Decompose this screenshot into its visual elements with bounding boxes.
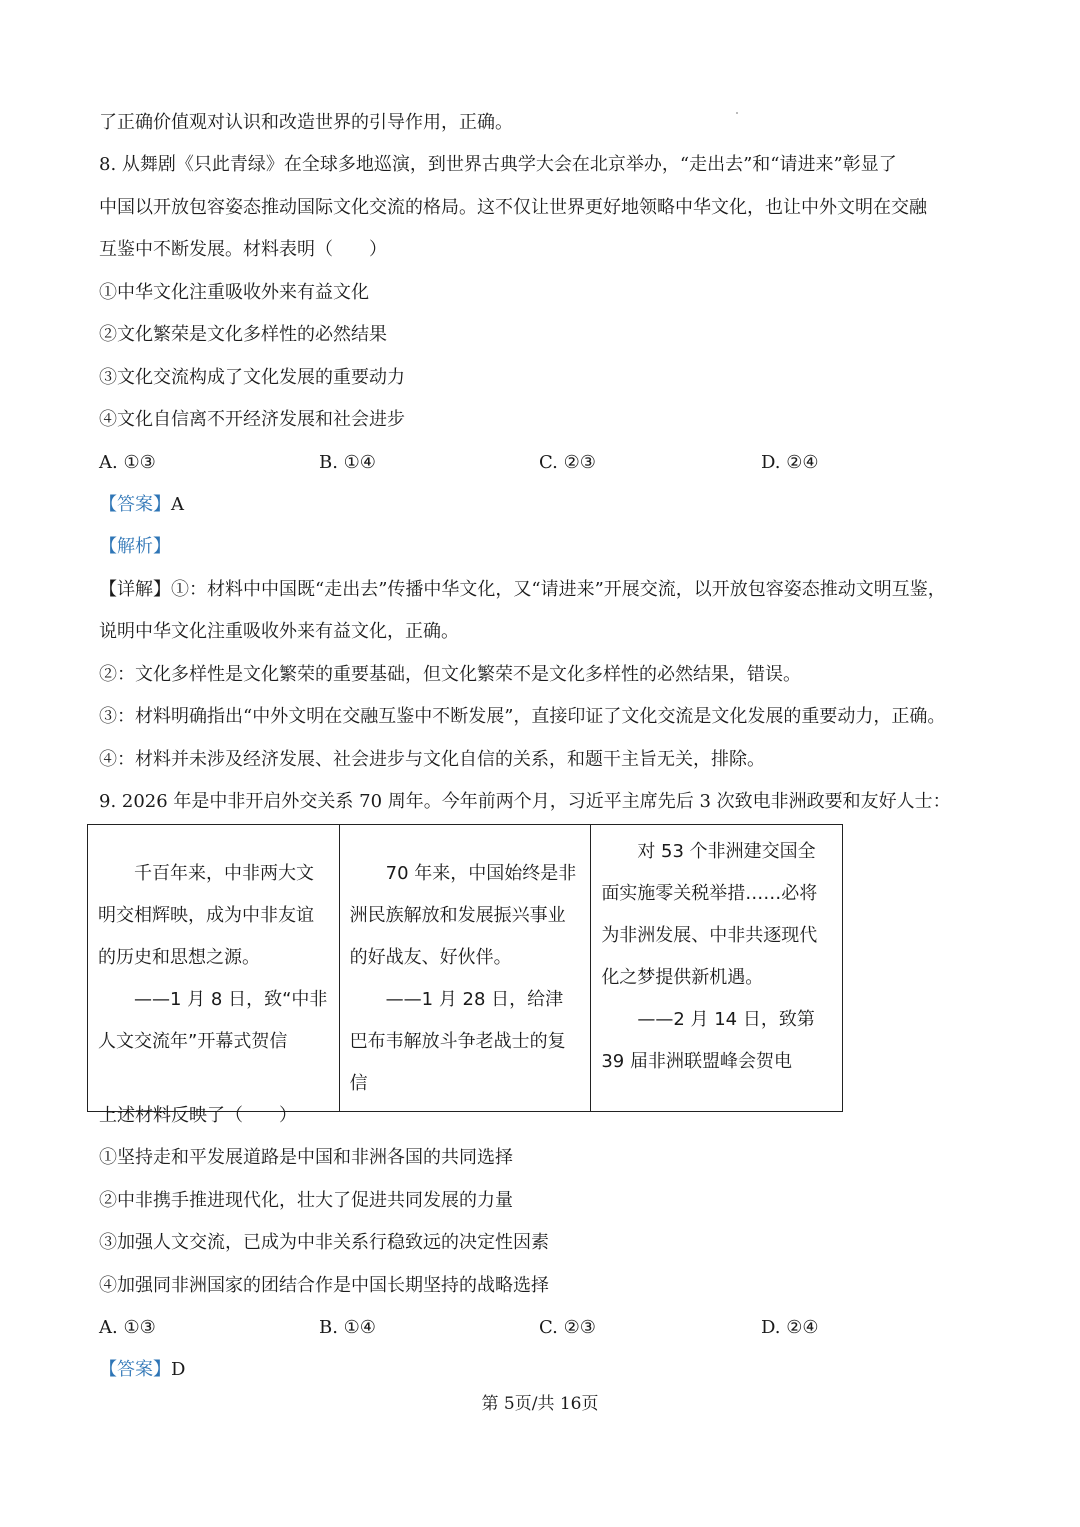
q8-option-c: C. ②③ [539,452,596,473]
material-cell-2-source: ——1 月 28 日，给津巴布韦解放斗争老战士的复信 [349,989,566,1094]
material-cell-2 [339,825,591,1112]
material-cell-3-text: 对 53 个非洲建交国全面实施零关税举措……必将为非洲发展、中非共逐现代化之梦提供新机遇。 [601,841,818,988]
page-footer: 第 5页/共 16页 [481,1394,599,1414]
analysis-label: 【解析】 [99,536,171,557]
q8-item-3: ③文化交流构成了文化发展的重要动力 [99,367,405,388]
q9-option-d: D. ②④ [761,1317,819,1338]
q8-option-a: A. ①③ [99,452,156,473]
material-cell-1 [88,825,340,1112]
q8-stem-3: 互鉴中不断发展。材料表明（ ） [99,239,387,260]
material-table [87,824,843,1112]
q9-question: 上述材料反映了（ ） [99,1105,297,1126]
q9-item-1: ①坚持走和平发展道路是中国和非洲各国的共同选择 [99,1147,513,1168]
q9-stem: 9. 2026 年是中非开启外交关系 70 周年。今年前两个月，习近平主席先后 3 次致电非洲政要和友好人士： [99,791,951,812]
q8-item-4: ④文化自信离不开经济发展和社会进步 [99,409,405,430]
detail-line-2: 说明中华文化注重吸收外来有益文化，正确。 [99,621,459,642]
q8-stem-2: 中国以开放包容姿态推动国际文化交流的格局。这不仅让世界更好地领略中华文化，也让中外文明在交融 [99,197,927,218]
detail-line-3: ②：文化多样性是文化繁荣的重要基础，但文化繁荣不是文化多样性的必然结果，错误。 [99,664,801,685]
scan-dot [736,112,738,114]
q9-answer [99,1358,185,1382]
material-cell-3 [591,825,843,1112]
material-cell-1-source: ——1 月 8 日，致“中非人文交流年”开幕式贺信 [98,989,328,1052]
q9-item-3: ③加强人文交流，已成为中非关系行稳致远的决定性因素 [99,1232,549,1253]
q9-option-a: A. ①③ [99,1317,156,1338]
material-cell-3-source: ——2 月 14 日，致第 39 届非洲联盟峰会贺电 [601,1009,815,1072]
material-cell-2-text: 70 年来，中国始终是非洲民族解放和发展振兴事业的好战友、好伙伴。 [349,863,577,968]
answer-value: D [171,1359,186,1380]
material-cell-1-text: 千百年来，中非两大文明交相辉映，成为中非友谊的历史和思想之源。 [98,863,314,968]
q9-option-b: B. ①④ [319,1317,376,1338]
q9-option-c: C. ②③ [539,1317,596,1338]
answer-value: A [171,494,184,515]
q8-option-b: B. ①④ [319,452,376,473]
q8-answer [99,493,184,517]
answer-label: 【答案】 [99,1359,171,1380]
q8-option-d: D. ②④ [761,452,819,473]
q8-item-2: ②文化繁荣是文化多样性的必然结果 [99,324,387,345]
answer-label: 【答案】 [99,494,171,515]
q8-stem-1: 8. 从舞剧《只此青绿》在全球多地巡演，到世界古典学大会在北京举办，“走出去”和“请进来”彰显了 [99,154,897,175]
q9-item-4: ④加强同非洲国家的团结合作是中国长期坚持的战略选择 [99,1275,549,1296]
q8-item-1: ①中华文化注重吸收外来有益文化 [99,282,369,303]
detail-line-5: ④：材料并未涉及经济发展、社会进步与文化自信的关系，和题干主旨无关，排除。 [99,749,765,770]
detail-line-1: 【详解】①：材料中中国既“走出去”传播中华文化，又“请进来”开展交流，以开放包容姿态推动文明互鉴， [99,579,946,600]
q9-item-2: ②中非携手推进现代化，壮大了促进共同发展的力量 [99,1190,513,1211]
prev-answer-tail: 了正确价值观对认识和改造世界的引导作用，正确。 [99,112,513,133]
detail-line-4: ③：材料明确指出“中外文明在交融互鉴中不断发展”，直接印证了文化交流是文化发展的重要动力，正确。 [99,706,946,727]
